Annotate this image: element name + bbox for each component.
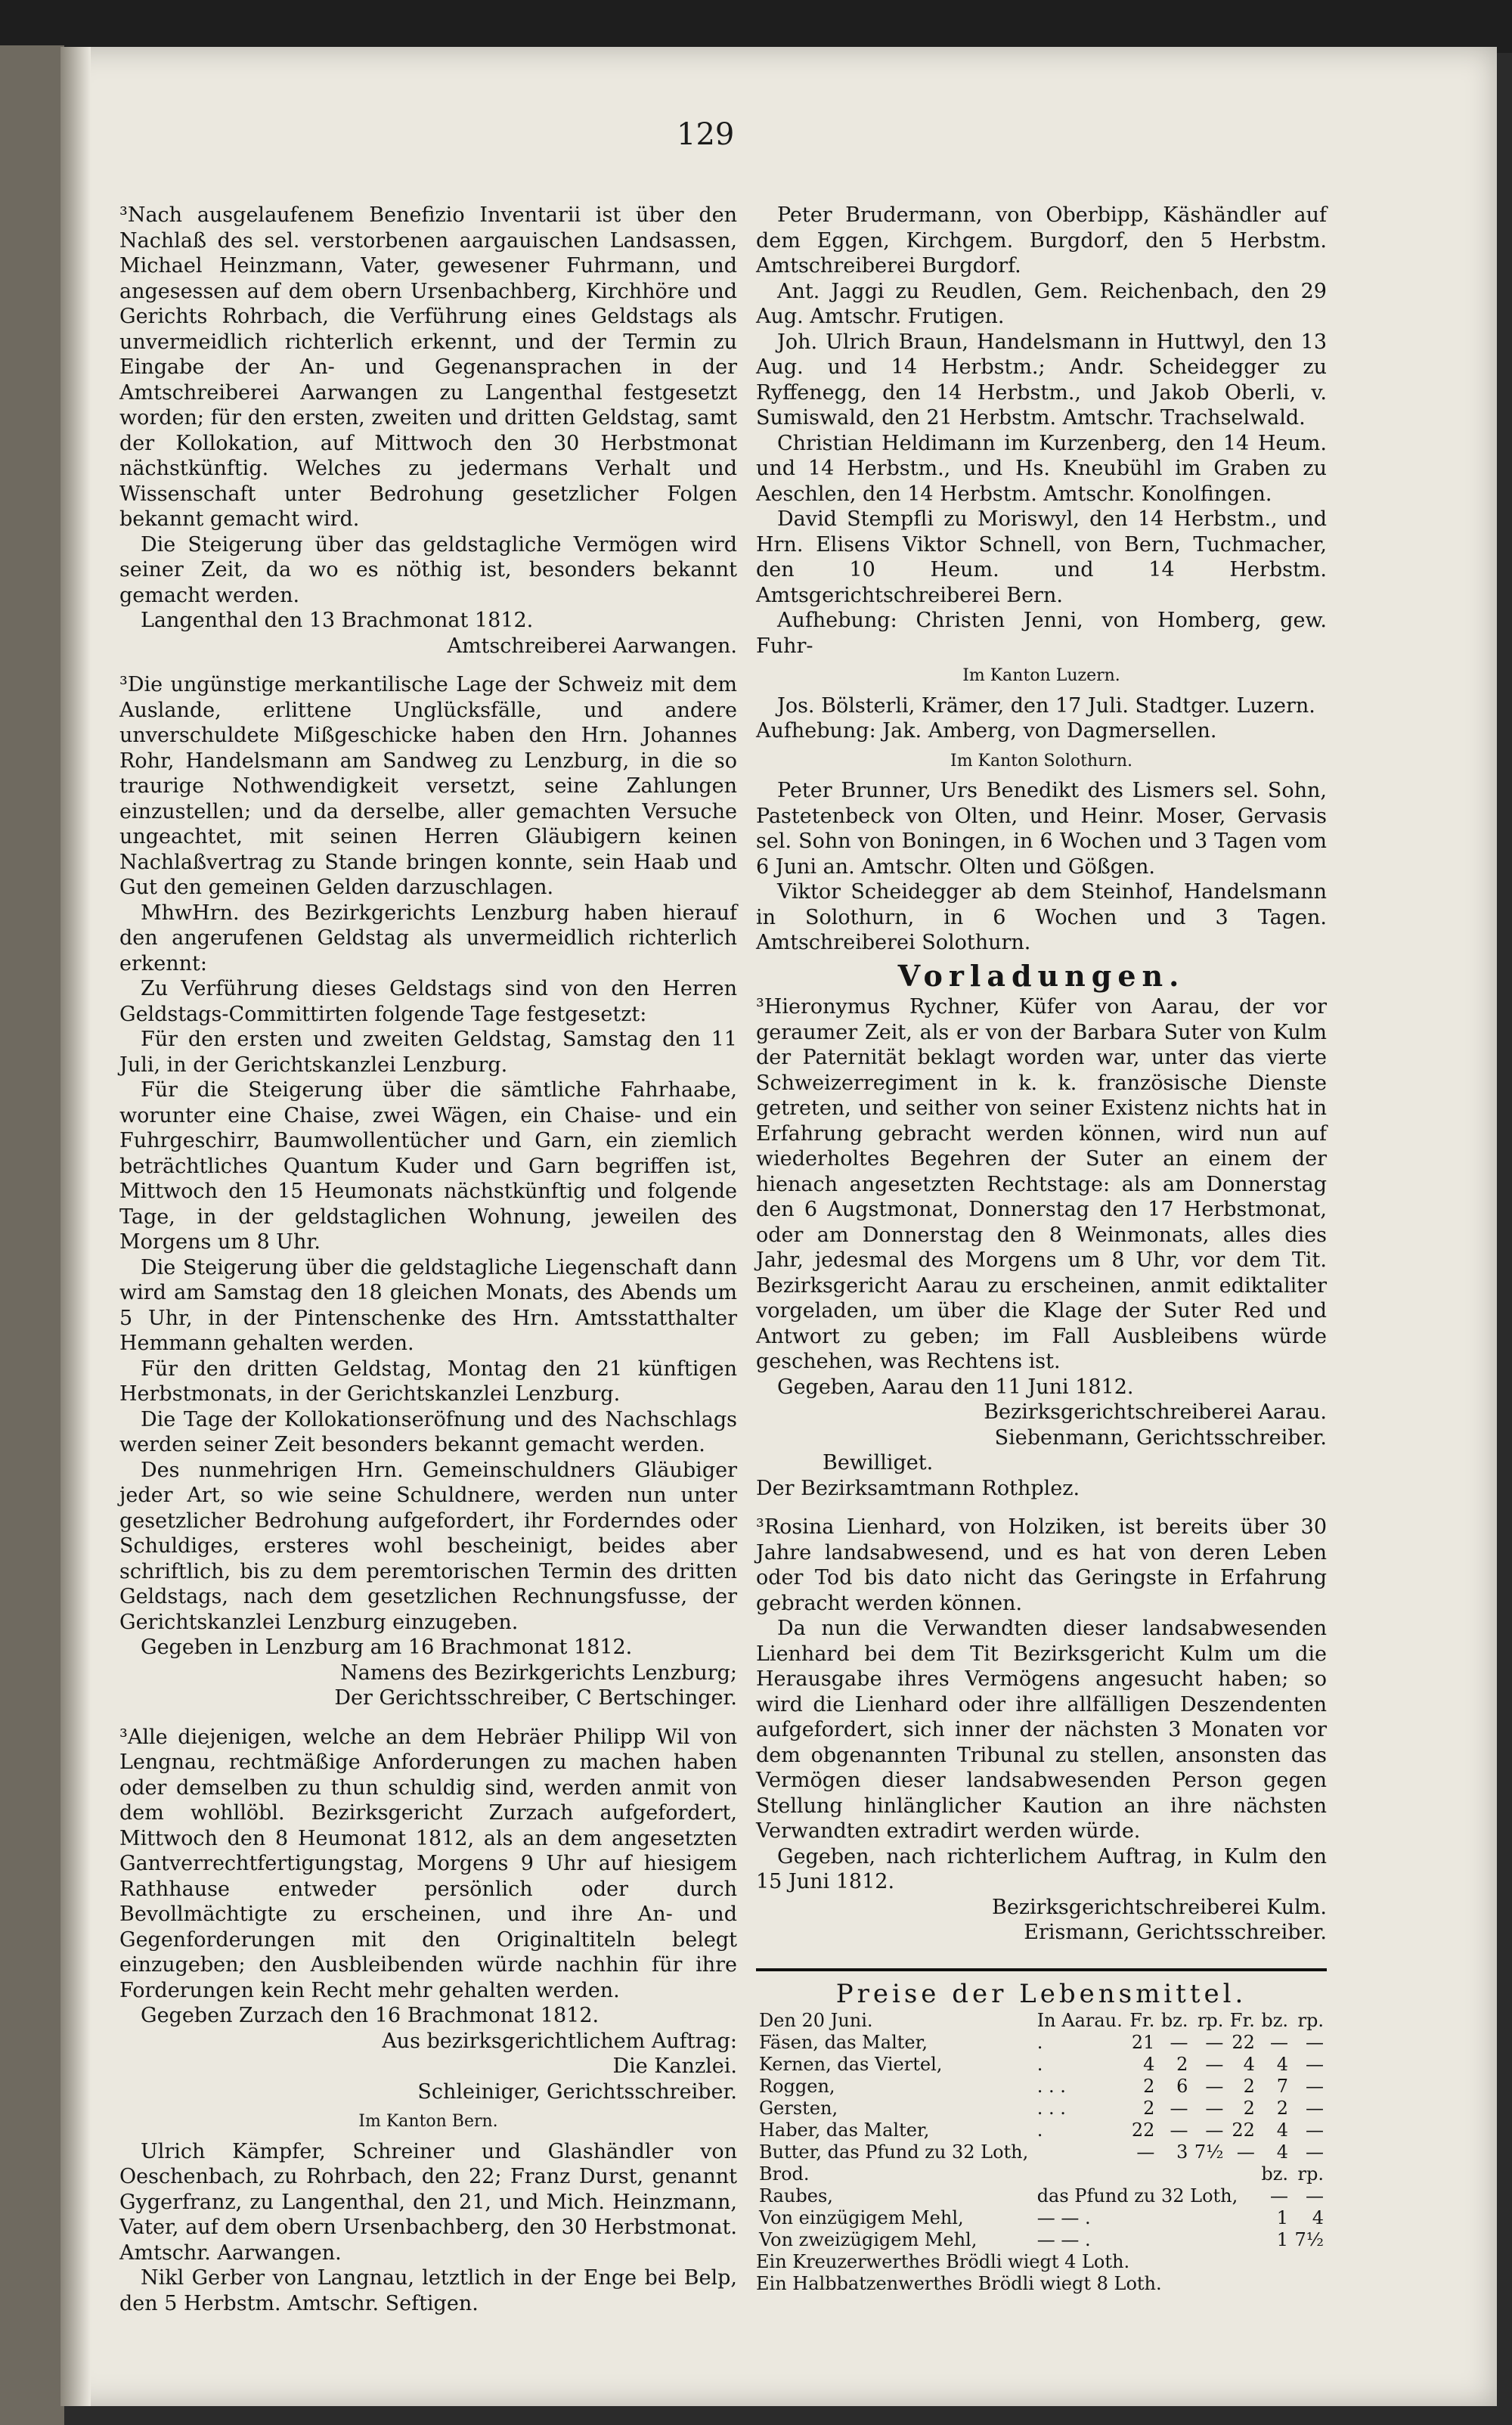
notice-wil-date: Gegeben Zurzach den 16 Brachmonat 1812. bbox=[141, 2004, 600, 2027]
price-value: 3 bbox=[1176, 2141, 1188, 2163]
book-edge bbox=[0, 45, 64, 2425]
price-value: — bbox=[1205, 2098, 1224, 2119]
price-value: 2 bbox=[1276, 2098, 1288, 2119]
notice-heinzmann: ³Nach ausgelaufenem Benefizio Inventarii ist über den Nachlaß des sel. verstorbenen aargauischen Landsassen, Michael Heinzmann, Vater, gewesener Fuhrmann, und angesessen auf dem obern Ursenbachberg, Kirchhöre und Gerichts Rohrbach, die Verführung eines Geldstags als unvermeidlich richterlich erkennt, und der Termin zu Eingabe der An- und Gegenansprachen in der Amtschreiberei Aarwangen zu Langenthal festgesetzt worden; für den ersten, zweiten und dritten Geldstag, samt der Kollokation, auf Mittwoch den 30 Herbstmonat nächstkünftig. Welches zu jedermans Verhalt und Wissenschaft unter Bedrohung gesetzlicher Folgen bekannt gemacht wird. bbox=[119, 203, 737, 531]
summons-rychner-approver: Der Bezirksamtmann Rothplez. bbox=[756, 1476, 1080, 1500]
price-value: 2 bbox=[1243, 2098, 1255, 2119]
price-value: 2 bbox=[1143, 2076, 1155, 2097]
notice-rohr-signature-1: Namens des Bezirkgerichts Lenzburg; bbox=[340, 1661, 737, 1685]
bread-value: — bbox=[1269, 2185, 1288, 2206]
price-table bbox=[756, 2010, 1327, 2251]
price-value: 6 bbox=[1176, 2076, 1188, 2097]
bread-value: 1 bbox=[1276, 2207, 1288, 2228]
luzern-entry-1: Jos. Bölsterli, Krämer, den 17 Juli. Stadtger. Luzern. bbox=[777, 693, 1315, 718]
bread-row bbox=[756, 2185, 1327, 2207]
section-divider bbox=[756, 1968, 1327, 1971]
price-value: 4 bbox=[1143, 2054, 1155, 2075]
price-column-header: Fr. bbox=[1129, 2010, 1155, 2031]
page-number: 129 bbox=[677, 117, 735, 152]
price-value: — bbox=[1269, 2032, 1288, 2053]
bread-value: 7½ bbox=[1294, 2229, 1324, 2250]
price-value: — bbox=[1306, 2054, 1324, 2075]
notice-wil-signature-2: Die Kanzlei. bbox=[612, 2054, 737, 2078]
bread-row bbox=[756, 2207, 1327, 2229]
price-empty bbox=[1191, 2163, 1226, 2185]
bread-item: Raubes, bbox=[759, 2185, 833, 2206]
price-leader: . bbox=[1036, 2054, 1043, 2075]
bern-entry-1: Ulrich Kämpfer, Schreiner und Glashändler von Oeschenbach, zu Rohrbach, den 22; Franz Durst, genannt Gygerfranz, zu Langenthal, den 21, und Mich. Heinzmann, Vater, auf dem obern Ursenbachberg, den 30 Herbstmonat. Amtschr. Aarwangen. bbox=[119, 2139, 737, 2265]
price-value: — bbox=[1306, 2076, 1324, 2097]
price-footnote-1: Ein Kreuzerwerthes Brödli wiegt 4 Loth. bbox=[756, 2251, 1130, 2272]
bern-entry-7: David Stempfli zu Moriswyl, den 14 Herbstm., und Hrn. Elisens Viktor Schnell, von Bern, Tuchmacher, den 10 Heum. und 14 Herbstm. Amtsgerichtschreiberei Bern. bbox=[756, 507, 1327, 607]
price-item: Roggen, bbox=[759, 2076, 835, 2097]
price-value: — bbox=[1306, 2141, 1324, 2163]
price-column-header: Fr. bbox=[1229, 2010, 1255, 2031]
bread-value: 4 bbox=[1312, 2207, 1324, 2228]
price-header-row bbox=[756, 2010, 1327, 2032]
notice-heinzmann-signature: Amtschreiberei Aarwangen. bbox=[447, 634, 737, 658]
notice-rohr-days: Zu Verführung dieses Geldstags sind von den Herren Geldstags-Committirten folgende Tage festgesetzt: bbox=[119, 977, 737, 1026]
solothurn-entry-2: Viktor Scheidegger ab dem Steinhof, Handelsmann in Solothurn, in 6 Wochen und 3 Tagen. Amtschreiberei Solothurn. bbox=[756, 880, 1327, 954]
price-value: 2 bbox=[1243, 2076, 1255, 2097]
price-column-header: bz. bbox=[1261, 2010, 1288, 2031]
price-item: Fäsen, das Malter, bbox=[759, 2032, 928, 2053]
left-column bbox=[119, 203, 737, 2316]
notice-rohr-third: Für den dritten Geldstag, Montag den 21 künftigen Herbstmonats, in der Gerichtskanzlei Lenzburg. bbox=[119, 1357, 737, 1406]
summons-lienhard-date: Gegeben, nach richterlichem Auftrag, in Kulm den 15 Juni 1812. bbox=[756, 1844, 1327, 1893]
price-row bbox=[756, 2032, 1327, 2054]
price-value: — bbox=[1170, 2120, 1188, 2141]
right-column bbox=[756, 203, 1327, 2295]
price-leader: . . . bbox=[1036, 2098, 1066, 2119]
summons-lienhard-relatives: Da nun die Verwandten dieser landsabwesenden Lienhard bei dem Tit Bezirksgericht Kulm um die Herausgabe ihres Vermögens angesucht haben; so wird die Lienhard oder ihre allfälligen Deszendenten aufgefordert, sich inner der nächsten 3 Monaten vor dem obgenannten Tribunal zu stellen, ansonsten das Vermögen dieser landsabwesenden Person gegen Stellung hinlänglicher Kaution an ihre nächsten Verwandten extradirt werden würde. bbox=[756, 1617, 1327, 1843]
price-empty bbox=[1157, 2163, 1191, 2185]
solothurn-entry-1: Peter Brunner, Urs Benedikt des Lismers sel. Sohn, Pastetenbeck von Olten, und Heinr. Moser, Gervasis sel. Sohn von Boningen, in 6 Wochen und 3 Tagen vom 6 Juni an. Amtschr. Olten und Gößgen. bbox=[756, 779, 1327, 879]
price-value: 7½ bbox=[1194, 2141, 1224, 2163]
price-place: In Aarau. bbox=[1036, 2010, 1123, 2031]
bread-header-row bbox=[756, 2163, 1327, 2185]
price-value: 2 bbox=[1143, 2098, 1155, 2119]
region-heading-solothurn: Im Kanton Solothurn. bbox=[950, 751, 1132, 771]
price-value: — bbox=[1205, 2120, 1224, 2141]
price-date: Den 20 Juni. bbox=[759, 2010, 873, 2031]
price-empty bbox=[1034, 2163, 1126, 2185]
price-value: — bbox=[1170, 2098, 1188, 2119]
price-value: 4 bbox=[1276, 2141, 1288, 2163]
price-value: — bbox=[1306, 2098, 1324, 2119]
price-value: — bbox=[1205, 2032, 1224, 2053]
bern-entry-6: Christian Heldimann im Kurzenberg, den 14 Heum. und 14 Herbstm., und Hs. Kneubühl im Graben zu Aeschlen, den 14 Herbstm. Amtschr. Konolfingen. bbox=[756, 431, 1327, 506]
notice-rohr: ³Die ungünstige merkantilische Lage der Schweiz mit dem Auslande, erlittene Unglücksfälle, und andere unverschuldete Mißgeschicke haben den Hrn. Johannes Rohr, Handelsmann am Sandweg zu Lenzburg, in die so traurige Nothwendigkeit versetzt, seine Zahlungen einzustellen; und da derselbe, aller gemachten Versuche ungeachtet, mit seinen Herren Gläubigern keinen Nachlaßvertrag zu Stande bringen konnte, sein Haab und Gut den gemeinen Gelden darzuschlagen. bbox=[119, 673, 737, 899]
summons-rychner: ³Hieronymus Rychner, Küfer von Aarau, der vor geraumer Zeit, als er von der Barbara Suter von Kulm der Paternität beklagt worden war, unter das vierte Schweizerregiment in k. k. französische Dienste getreten, und seither von seiner Existenz nichts hat in Erfahrung gebracht werden können, wird nun auf wiederholtes Begehren der Suter an einem der hienach angesetzten Rechtstage: als am Donnerstag den 6 Augstmonat, Donnerstag den 17 Herbstmonat, oder am Donnerstag den 8 Weinmonats, alles dies Jahr, jedesmal des Morgens um 8 Uhr, vor dem Tit. Bezirksgericht Aarau zu erscheinen, anmit ediktaliter vorgeladen, um über die Klage der Suter Red und Antwort zu geben; im Fall Ausbleibens würde geschehen, was Rechtens ist. bbox=[756, 995, 1327, 1373]
price-value: — bbox=[1236, 2141, 1255, 2163]
section-title-vorladungen: Vorladungen. bbox=[897, 958, 1185, 993]
notice-rohr-auction: Für die Steigerung über die sämtliche Fahrhaabe, worunter eine Chaise, zwei Wägen, ein Chaise- und ein Fuhrgeschirr, Baumwollentücher und Garn, ein ziemlich beträchtliches Quantum Kuder und Garn begriffen ist, Mittwoch den 15 Heumonats nächstkünftig und folgende Tage, in der geldstaglichen Wohnung, jeweilen des Morgens um 8 Uhr. bbox=[119, 1078, 737, 1254]
price-value: — bbox=[1205, 2054, 1224, 2075]
price-column-header: bz. bbox=[1160, 2010, 1188, 2031]
notice-wil-signature-1: Aus bezirksgerichtlichem Auftrag: bbox=[382, 2029, 737, 2053]
summons-lienhard-signature-2: Erismann, Gerichtsschreiber. bbox=[1024, 1921, 1327, 1944]
price-value: 4 bbox=[1276, 2054, 1288, 2075]
prices-title: Preise der Lebensmittel. bbox=[835, 1978, 1247, 2009]
notice-rohr-collocation: Die Tage der Kollokationseröfnung und des Nachschlags werden seiner Zeit besonders bekannt gemacht werden. bbox=[119, 1407, 737, 1456]
price-item: Kernen, das Viertel, bbox=[759, 2054, 943, 2075]
price-row bbox=[756, 2098, 1327, 2120]
bread-column-header: bz. bbox=[1261, 2163, 1288, 2185]
price-row bbox=[756, 2141, 1327, 2163]
page-gutter bbox=[60, 47, 91, 2406]
region-heading-bern: Im Kanton Bern. bbox=[358, 2112, 498, 2131]
price-row bbox=[756, 2120, 1327, 2141]
price-row bbox=[756, 2054, 1327, 2076]
summons-lienhard-signature-1: Bezirksgerichtschreiberei Kulm. bbox=[991, 1895, 1327, 1919]
summons-lienhard: ³Rosina Lienhard, von Holziken, ist bereits über 30 Jahre landsabwesend, und es hat von deren Leben oder Tod bis dato nicht das Geringste in Erfahrung gebracht werden können. bbox=[756, 1515, 1327, 1615]
bern-entry-4: Ant. Jaggi zu Reudlen, Gem. Reichenbach, den 29 Aug. Amtschr. Frutigen. bbox=[756, 279, 1327, 328]
bread-value: — bbox=[1306, 2185, 1324, 2206]
price-footnotes bbox=[756, 2251, 1327, 2295]
price-value: — bbox=[1170, 2032, 1188, 2053]
notice-wil: ³Alle diejenigen, welche an dem Hebräer Philipp Wil von Lengnau, rechtmäßige Anforderungen zu machen haben oder demselben zu thun schuldig sind, werden anmit von dem wohllöbl. Bezirksgericht Zurzach aufgefordert, Mittwoch den 8 Heumonat 1812, als an dem angesetzten Gantverrechtfertigungstag, Morgens 9 Uhr auf hiesigem Rathhause entweder persönlich oder durch Bevollmächtigte zu erscheinen, und ihre An- und Gegenforderungen mit den Originaltiteln belegt einzugeben; den Ausbleibenden würde nachhin für ihre Forderungen kein Recht mehr gehalten werden. bbox=[119, 1725, 737, 2002]
price-column-header: rp. bbox=[1197, 2010, 1224, 2031]
price-leader: . . . bbox=[1036, 2076, 1066, 2097]
bread-label: Brod. bbox=[759, 2163, 810, 2185]
bread-value: 1 bbox=[1276, 2229, 1288, 2250]
summons-rychner-signature-1: Bezirksgerichtschreiberei Aarau. bbox=[984, 1400, 1327, 1424]
price-value: — bbox=[1205, 2076, 1224, 2097]
price-value: — bbox=[1306, 2032, 1324, 2053]
bern-entry-3: Peter Brudermann, von Oberbipp, Käshändler auf dem Eggen, Kirchgem. Burgdorf, den 5 Herbstm. Amtschreiberei Burgdorf. bbox=[756, 203, 1327, 278]
price-value: 21 bbox=[1131, 2032, 1155, 2053]
notice-rohr-signature-2: Der Gerichtsschreiber, C Bertschinger. bbox=[334, 1686, 737, 1710]
price-value: 7 bbox=[1276, 2076, 1288, 2097]
price-row bbox=[756, 2076, 1327, 2098]
notice-rohr-date: Gegeben in Lenzburg am 16 Brachmonat 1812. bbox=[141, 1636, 633, 1659]
bread-row bbox=[756, 2229, 1327, 2251]
price-item: Butter, das Pfund zu 32 Loth, bbox=[759, 2141, 1029, 2163]
notice-wil-signature-3: Schleiniger, Gerichtsschreiber. bbox=[417, 2079, 737, 2104]
bread-item: Von zweizügigem Mehl, bbox=[759, 2229, 978, 2250]
bread-subtext: — — . bbox=[1036, 2229, 1091, 2250]
notice-rohr-first: Für den ersten und zweiten Geldstag, Samstag den 11 Juli, in der Gerichtskanzlei Lenzburg. bbox=[119, 1028, 737, 1077]
price-value: — bbox=[1306, 2120, 1324, 2141]
notice-heinzmann-auction: Die Steigerung über das geldstagliche Vermögen wird seiner Zeit, da wo es nöthig ist, besonders bekannt gemacht werden. bbox=[119, 532, 737, 607]
price-footnote-2: Ein Halbbatzenwerthes Brödli wiegt 8 Loth. bbox=[756, 2273, 1162, 2294]
summons-rychner-approved: Bewilliget. bbox=[823, 1451, 934, 1475]
bread-subtext: das Pfund zu 32 Loth, bbox=[1036, 2185, 1238, 2206]
price-leader bbox=[1034, 2141, 1126, 2163]
price-leader: . bbox=[1036, 2120, 1043, 2141]
price-empty bbox=[1126, 2163, 1158, 2185]
price-leader: . bbox=[1036, 2032, 1043, 2053]
scanner-background bbox=[0, 0, 1512, 53]
summons-rychner-date: Gegeben, Aarau den 11 Juni 1812. bbox=[777, 1375, 1134, 1399]
price-item: Haber, das Malter, bbox=[759, 2120, 930, 2141]
notice-rohr-creditors: Des nunmehrigen Hrn. Gemeinschuldners Gläubiger jeder Art, so wie seine Schuldnere, werden nun unter gesetzlicher Bedrohung aufgefordert, ihr Forderndes oder Schuldiges, ersteres wohl bescheinigt, beides aber schriftlich, bis zu dem peremtorischen Termin des dritten Geldstags, nach dem gesetzlichen Rechnungsfusse, der Gerichtskanzlei Lenzburg einzugeben. bbox=[119, 1458, 737, 1634]
price-value: 22 bbox=[1232, 2120, 1255, 2141]
price-value: 22 bbox=[1131, 2120, 1155, 2141]
bread-column-header: rp. bbox=[1297, 2163, 1324, 2185]
price-value: 2 bbox=[1176, 2054, 1188, 2075]
price-value: 4 bbox=[1243, 2054, 1255, 2075]
price-empty bbox=[1226, 2163, 1258, 2185]
price-value: 22 bbox=[1232, 2032, 1255, 2053]
price-column-header: rp. bbox=[1297, 2010, 1324, 2031]
luzern-entry-2: Aufhebung: Jak. Amberg, von Dagmersellen. bbox=[756, 719, 1217, 743]
price-value: 4 bbox=[1276, 2120, 1288, 2141]
bread-item: Von einzügigem Mehl, bbox=[759, 2207, 964, 2228]
bern-entry-5: Joh. Ulrich Braun, Handelsmann in Huttwyl, den 13 Aug. und 14 Herbstm.; Andr. Scheidegger zu Ryffenegg, den 14 Herbstm., und Jakob Oberli, v. Sumiswald, den 21 Herbstm. Amtschr. Trachselwald. bbox=[756, 330, 1327, 429]
bern-entry-8: Aufhebung: Christen Jenni, von Homberg, gew. Fuhr- bbox=[756, 609, 1327, 658]
bread-subtext: — — . bbox=[1036, 2207, 1091, 2228]
notice-heinzmann-date: Langenthal den 13 Brachmonat 1812. bbox=[141, 609, 534, 632]
notice-rohr-property: Die Steigerung über die geldstagliche Liegenschaft dann wird am Samstag den 18 gleichen Monats, des Abends um 5 Uhr, in der Pintenschenke des Hrn. Amtsstatthalter Hemmann gehalten werden. bbox=[119, 1255, 737, 1355]
summons-rychner-signature-2: Siebenmann, Gerichtsschreiber. bbox=[994, 1425, 1327, 1450]
notice-rohr-court: MhwHrn. des Bezirkgerichts Lenzburg haben hierauf den angerufenen Geldstag als unvermeidlich richterlich erkennt: bbox=[119, 901, 737, 975]
region-heading-luzern: Im Kanton Luzern. bbox=[962, 666, 1120, 685]
price-value: — bbox=[1136, 2141, 1155, 2163]
price-item: Gersten, bbox=[759, 2098, 838, 2119]
bern-entry-2: Nikl Gerber von Langnau, letztlich in der Enge bei Belp, den 5 Herbstm. Amtschr. Seftigen. bbox=[119, 2266, 737, 2315]
